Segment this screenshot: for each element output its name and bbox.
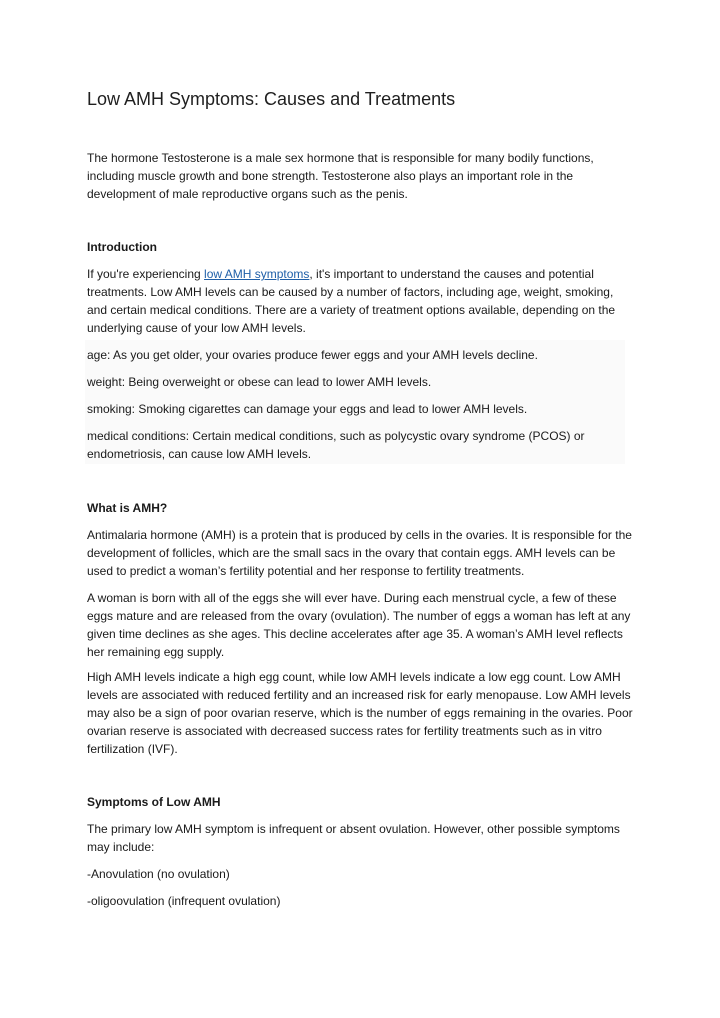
intro-paragraph: The hormone Testosterone is a male sex hormone that is responsible for many bodily functions, including muscle growth and bone strength. Testosterone also plays an important role in the development of male reproductive organs such as the penis.: [87, 151, 594, 201]
page-title: Low AMH Symptoms: Causes and Treatments: [87, 89, 456, 109]
cause-smoking: smoking: Smoking cigarettes can damage your eggs and lead to lower AMH levels.: [87, 402, 528, 416]
introduction-text-prefix: If you're experiencing: [87, 267, 205, 281]
symptoms-heading: Symptoms of Low AMH: [87, 795, 221, 809]
symptom-item-oligoovulation: -oligoovulation (infrequent ovulation): [87, 894, 281, 908]
cause-age: age: As you get older, your ovaries produce fewer eggs and your AMH levels decline.: [87, 348, 538, 362]
introduction-paragraph: [87, 265, 635, 337]
cause-weight: weight: Being overweight or obese can lead to lower AMH levels.: [87, 375, 432, 389]
symptoms-paragraph: The primary low AMH symptom is infrequent or absent ovulation. However, other possible symptoms may include:: [87, 822, 620, 854]
symptom-item-anovulation: -Anovulation (no ovulation): [87, 867, 230, 881]
what-is-amh-paragraph-3: High AMH levels indicate a high egg count, while low AMH levels indicate a low egg count. Low AMH levels are associated with reduced fertility and an increased risk for early menopause. Low AMH levels may also be a sign of poor ovarian reserve, which is the number of eggs remaining in the ovaries. Poor ovarian reserve is associated with decreased success rates for fertility treatments such as in vitro fertilization (IVF).: [87, 670, 633, 756]
what-is-amh-paragraph-2: A woman is born with all of the eggs she will ever have. During each menstrual cycle, a few of these eggs mature and are released from the ovary (ovulation). The number of eggs a woman has left at any given time declines as she ages. This decline accelerates after age 35. A woman’s AMH level reflects her remaining egg supply.: [87, 591, 631, 659]
low-amh-symptoms-link[interactable]: low AMH symptoms: [204, 267, 310, 281]
what-is-amh-heading: What is AMH?: [87, 501, 168, 515]
what-is-amh-paragraph-1: Antimalaria hormone (AMH) is a protein that is produced by cells in the ovaries. It is responsible for the development of follicles, which are the small sacs in the ovary that contain eggs. AMH levels can be used to predict a woman’s fertility potential and her response to fertility treatments.: [87, 528, 632, 578]
introduction-text-suffix: , it's important to understand the causes and potential treatments. Low AMH levels can be caused by a number of factors, including age, weight, smoking, and certain medical conditions. There are a variety of treatment options available, depending on the underlying cause of your low AMH levels.: [87, 267, 616, 335]
cause-medical-conditions: medical conditions: Certain medical conditions, such as polycystic ovary syndrome (PCOS) or endometriosis, can cause low AMH levels.: [87, 429, 585, 461]
introduction-heading: Introduction: [87, 240, 157, 254]
